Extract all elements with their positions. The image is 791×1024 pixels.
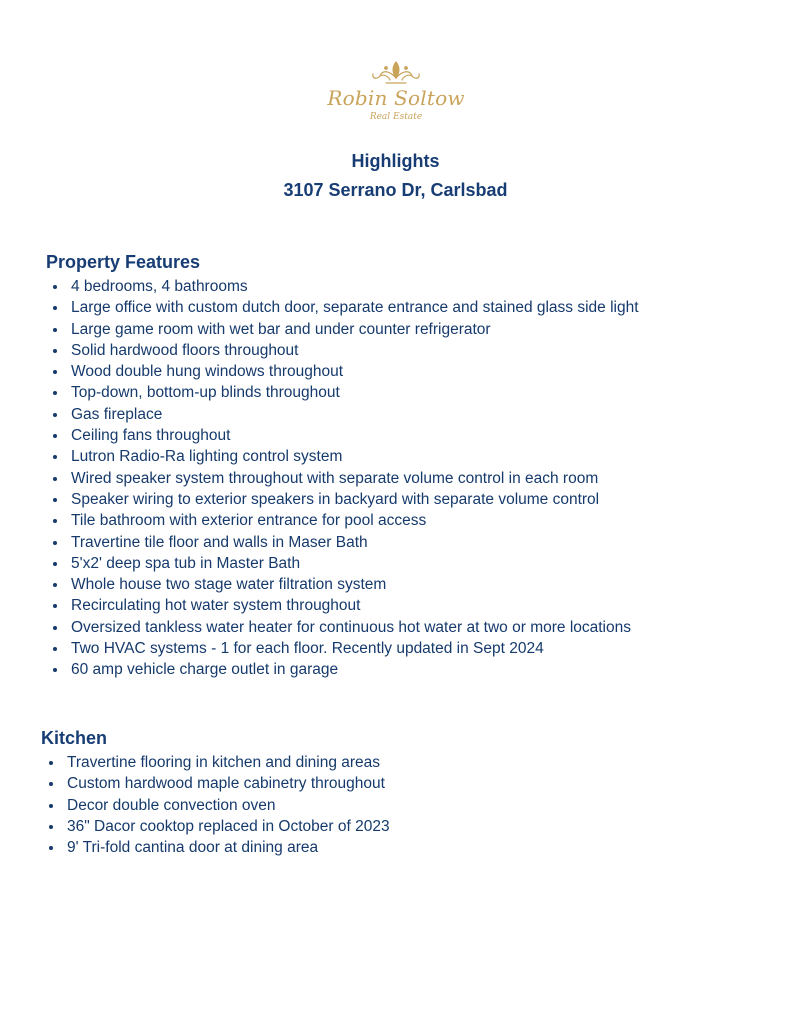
property-features-heading: Property Features — [46, 252, 201, 272]
list-item: Gas fireplace — [53, 404, 639, 425]
bullet-icon — [53, 519, 57, 523]
list-item: 36" Dacor cooktop replaced in October of 2023 — [49, 816, 390, 837]
bullet-icon — [53, 647, 57, 651]
list-item: Oversized tankless water heater for continuous hot water at two or more locations — [53, 617, 639, 638]
bullet-icon — [53, 604, 57, 608]
bullet-icon — [49, 846, 53, 850]
kitchen-list — [49, 752, 390, 858]
list-item: Travertine flooring in kitchen and dining areas — [49, 752, 390, 773]
bullet-icon — [53, 626, 57, 630]
list-item: Speaker wiring to exterior speakers in backyard with separate volume control — [53, 489, 639, 510]
list-item: Recirculating hot water system throughout — [53, 595, 639, 616]
list-item: Large office with custom dutch door, separate entrance and stained glass side light — [53, 297, 639, 318]
bullet-icon — [53, 328, 57, 332]
list-item: Custom hardwood maple cabinetry throughout — [49, 773, 390, 794]
list-item: Wired speaker system throughout with separate volume control in each room — [53, 468, 639, 489]
bullet-icon — [53, 285, 57, 289]
list-item: Lutron Radio-Ra lighting control system — [53, 446, 639, 467]
list-item: Top-down, bottom-up blinds throughout — [53, 382, 639, 403]
bullet-icon — [53, 391, 57, 395]
list-item: Wood double hung windows throughout — [53, 361, 639, 382]
bullet-icon — [53, 541, 57, 545]
list-item: Tile bathroom with exterior entrance for pool access — [53, 510, 639, 531]
fleur-ornament-icon — [326, 58, 466, 88]
bullet-icon — [53, 583, 57, 587]
list-item: 5'x2' deep spa tub in Master Bath — [53, 553, 639, 574]
property-address: 3107 Serrano Dr, Carlsbad — [283, 180, 508, 200]
list-item: Solid hardwood floors throughout — [53, 340, 639, 361]
company-logo — [326, 58, 466, 130]
bullet-icon — [49, 761, 53, 765]
list-item: Ceiling fans throughout — [53, 425, 639, 446]
list-item: Travertine tile floor and walls in Maser Bath — [53, 532, 639, 553]
list-item: Two HVAC systems - 1 for each floor. Recently updated in Sept 2024 — [53, 638, 639, 659]
bullet-icon — [53, 370, 57, 374]
bullet-icon — [53, 455, 57, 459]
list-item: Whole house two stage water filtration system — [53, 574, 639, 595]
list-item: 4 bedrooms, 4 bathrooms — [53, 276, 639, 297]
page-title: Highlights — [351, 151, 440, 171]
bullet-icon — [49, 782, 53, 786]
bullet-icon — [49, 825, 53, 829]
bullet-icon — [53, 668, 57, 672]
logo-name: Robin Soltow — [327, 86, 465, 110]
kitchen-heading: Kitchen — [41, 728, 108, 748]
list-item: 60 amp vehicle charge outlet in garage — [53, 659, 639, 680]
list-item: Large game room with wet bar and under counter refrigerator — [53, 319, 639, 340]
logo-tagline: Real Estate — [369, 112, 423, 122]
bullet-icon — [53, 413, 57, 417]
bullet-icon — [49, 804, 53, 808]
bullet-icon — [53, 562, 57, 566]
bullet-icon — [53, 306, 57, 310]
bullet-icon — [53, 434, 57, 438]
bullet-icon — [53, 349, 57, 353]
property-features-list — [53, 276, 639, 681]
list-item: Decor double convection oven — [49, 795, 390, 816]
list-item: 9' Tri-fold cantina door at dining area — [49, 837, 390, 858]
bullet-icon — [53, 498, 57, 502]
bullet-icon — [53, 477, 57, 481]
